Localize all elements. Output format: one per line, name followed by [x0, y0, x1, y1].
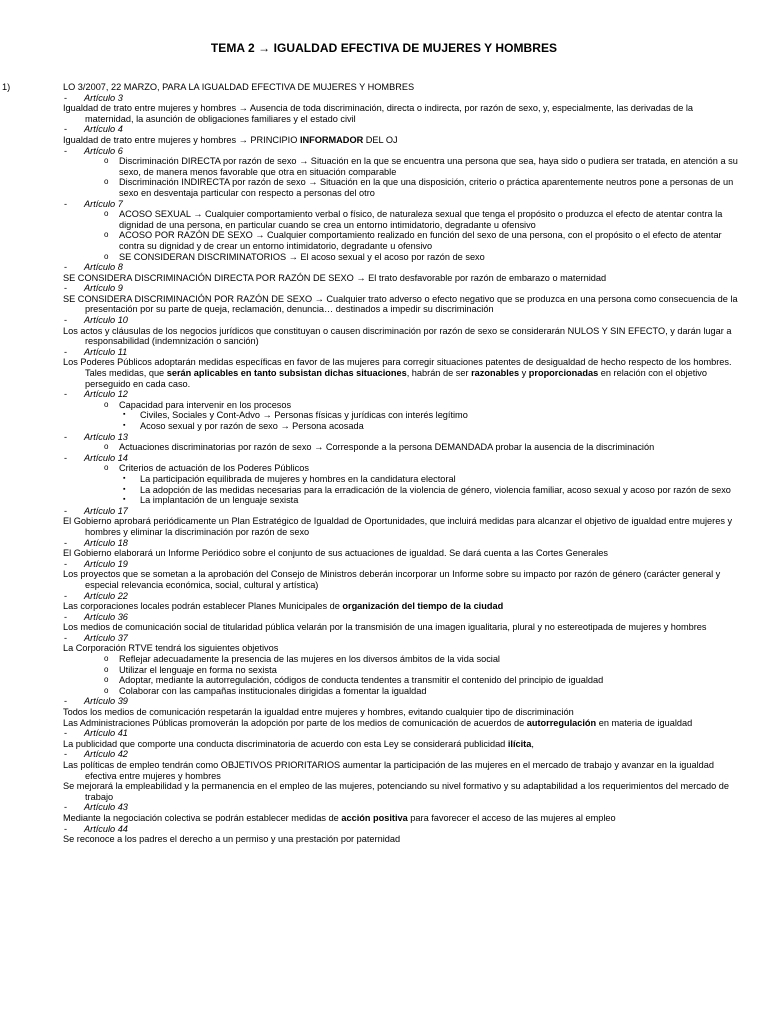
- line-text: Civiles, Sociales y Cont-Advo → Personas físicas y jurídicas con interés legítimo: [140, 410, 468, 421]
- line-text: Artículo 43: [84, 802, 128, 813]
- paragraph: [63, 718, 743, 729]
- line-text: Discriminación DIRECTA por razón de sexo → Situación en la que se encuentra una persona que sea, haya sido o pudiera ser tratada, en atención a su sexo, de manera menos favorable que otra en situación comparable: [119, 156, 738, 177]
- article-label: [63, 749, 743, 760]
- text-run: DEL OJ: [363, 134, 398, 145]
- article-label: [63, 432, 743, 443]
- article-label: [63, 612, 743, 623]
- line-text: Artículo 17: [84, 505, 128, 516]
- line-text: ACOSO POR RAZÓN DE SEXO → Cualquier comportamiento realizado en función del sexo de una persona, con el propósito o el efecto de atentar contra su dignidad y de crear un entorno intimidatorio, degradante u ofensivo: [119, 230, 722, 251]
- paragraph: [63, 103, 743, 124]
- paragraph: [63, 294, 743, 315]
- sub-bullet-item: [63, 410, 743, 421]
- bullet-item: [63, 156, 743, 177]
- text-run: Igualdad de trato entre mujeres y hombres → PRINCIPIO: [63, 134, 300, 145]
- text-run: Los Poderes Públicos adoptarán medidas específicas en favor de las mujeres para corregir situaciones patentes de desigualdad de hecho respecto de los hombres. Tales medidas, que: [63, 357, 732, 379]
- line-text: Artículo 14: [84, 452, 128, 463]
- line-text: Artículo 44: [84, 823, 128, 834]
- sub-bullet-item: [63, 421, 743, 432]
- line-text: Colaborar con las campañas institucionales dirigidas a fomentar la igualdad: [119, 685, 427, 696]
- paragraph: [63, 516, 743, 537]
- paragraph: [63, 601, 743, 612]
- bold-text: ilícita: [507, 738, 532, 749]
- line-text: Actuaciones discriminatorias por razón de sexo → Corresponde a la persona DEMANDADA probar la ausencia de la discriminación: [119, 442, 655, 453]
- bold-text: razonables: [471, 368, 520, 379]
- article-label: [63, 824, 743, 835]
- text-run: , habrán de ser: [406, 368, 472, 379]
- line-text: Artículo 7: [84, 198, 123, 209]
- line-text: Artículo 8: [84, 262, 123, 273]
- bullet-item: [63, 463, 743, 474]
- line-text: Artículo 3: [84, 92, 123, 103]
- bold-text: INFORMADOR: [299, 134, 364, 145]
- line-text: La implantación de un lenguaje sexista: [140, 495, 299, 506]
- bullet-item: [63, 665, 743, 676]
- section-heading: LO 3/2007, 22 MARZO, PARA LA IGUALDAD EFECTIVA DE MUJERES Y HOMBRES: [63, 82, 415, 92]
- article-label: [63, 146, 743, 157]
- text-run: ,: [531, 738, 534, 749]
- line-text: Artículo 9: [84, 283, 123, 294]
- paragraph: [63, 548, 743, 559]
- line-text: El Gobierno elaborará un Informe Periódico sobre el conjunto de sus actuaciones de igualdad. Se dará cuenta a las Cortes Generales: [63, 548, 608, 559]
- bold-text: autorregulación: [526, 717, 597, 728]
- bullet-item: [63, 400, 743, 411]
- line-text: Artículo 13: [84, 431, 128, 442]
- bullet-item: [63, 209, 743, 230]
- article-label: [63, 262, 743, 273]
- line-text: Artículo 42: [84, 749, 128, 760]
- sub-bullet-item: [63, 474, 743, 485]
- article-label: [63, 802, 743, 813]
- sub-bullet-item: [63, 495, 743, 506]
- article-label: [63, 347, 743, 358]
- line-text: Artículo 36: [84, 611, 128, 622]
- line-text: Capacidad para intervenir en los procesos: [119, 399, 292, 410]
- line-text: Los medios de comunicación social de titularidad pública velarán por la transmisión de una imagen igualitaria, plural y no estereotipada de mujeres y hombres: [63, 622, 707, 633]
- line-text: Artículo 22: [84, 590, 128, 601]
- line-text: SE CONSIDERA DISCRIMINACIÓN POR RAZÓN DE SEXO → Cualquier trato adverso o efecto negativo que se produzca en una persona como consecuencia de la presentación por su parte de queja, reclamación, denuncia… destinados a impedir su discriminación: [63, 293, 738, 315]
- line-text: Artículo 37: [84, 632, 128, 643]
- paragraph: [63, 273, 743, 284]
- paragraph: [63, 135, 743, 146]
- line-text: Artículo 4: [84, 124, 123, 135]
- article-label: [63, 538, 743, 549]
- document-body: [2, 82, 743, 845]
- article-label: [63, 506, 743, 517]
- bullet-item: [63, 442, 743, 453]
- article-label: [63, 389, 743, 400]
- text-run: y: [519, 368, 529, 379]
- text-run: Mediante la negociación colectiva se podrán establecer medidas de: [63, 812, 342, 823]
- line-text: Las políticas de empleo tendrán como OBJETIVOS PRIORITARIOS aumentar la participación de las mujeres en el mercado de trabajo y avanzar en la igualdad efectiva entre mujeres y hombres: [63, 760, 714, 781]
- bold-text: acción positiva: [341, 812, 408, 823]
- text-run: Las corporaciones locales podrán establecer Planes Municipales de: [63, 601, 343, 612]
- line-text: Criterios de actuación de los Poderes Públicos: [119, 463, 309, 474]
- line-text: Todos los medios de comunicación respetarán la igualdad entre mujeres y hombres, evitando cualquier tipo de discriminación: [63, 707, 574, 718]
- line-text: Reflejar adecuadamente la presencia de las mujeres en los diversos ámbitos de la vida social: [119, 654, 500, 665]
- bullet-item: [63, 252, 743, 263]
- line-text: Los actos y cláusulas de los negocios jurídicos que constituyan o causen discriminación por razón de sexo se considerarán NULOS Y SIN EFECTO, y darán lugar a responsabilidad (indemnización o sanción): [63, 325, 732, 347]
- line-text: Artículo 10: [84, 315, 128, 326]
- line-text: Se reconoce a los padres el derecho a un permiso y una prestación por paternidad: [63, 834, 401, 845]
- paragraph: [63, 707, 743, 718]
- line-text: Acoso sexual y por razón de sexo → Persona acosada: [140, 421, 364, 431]
- line-text: Artículo 41: [84, 728, 128, 739]
- section-number: 1): [2, 82, 11, 92]
- section-heading-line: [2, 82, 743, 93]
- text-run: en relación con el objetivo perseguido en cada caso.: [85, 368, 707, 389]
- article-label: [63, 633, 743, 644]
- bold-text: serán aplicables en tanto subsistan dichas situaciones: [166, 368, 407, 379]
- text-run: para favorecer el acceso de las mujeres al empleo: [407, 812, 616, 823]
- line-text: Igualdad de trato entre mujeres y hombres → Ausencia de toda discriminación, directa o indirecta, por razón de sexo, y, especialmente, las derivadas de la maternidad, la asunción de obligaciones familiares y el estado civil: [63, 103, 694, 124]
- line-text: SE CONSIDERA DISCRIMINACIÓN DIRECTA POR RAZÓN DE SEXO → El trato desfavorable por razón de embarazo o maternidad: [63, 272, 607, 283]
- bullet-item: [63, 686, 743, 697]
- line-text: Los proyectos que se sometan a la aprobación del Consejo de Ministros deberán incorporar un Informe sobre su impacto por razón de género (carácter general y especial relevancia económica, social, cultural y artística): [63, 569, 721, 590]
- line-text: Artículo 18: [84, 537, 128, 548]
- paragraph: [63, 834, 743, 845]
- article-label: [63, 696, 743, 707]
- line-text: ACOSO SEXUAL → Cualquier comportamiento verbal o físico, de naturaleza sexual que tenga el propósito o produzca el efecto de atentar contra la dignidad de una persona, en particular cuando se crea un entorno intimidatorio, degradante u ofensivo: [119, 209, 723, 230]
- line-text: SE CONSIDERAN DISCRIMINATORIOS → El acoso sexual y el acoso por razón de sexo: [119, 251, 485, 262]
- line-text: Adoptar, mediante la autorregulación, códigos de conducta tendentes a transmitir el contenido del principio de igualdad: [119, 675, 604, 686]
- line-text: El Gobierno aprobará periódicamente un Plan Estratégico de Igualdad de Oportunidades, que incluirá medidas para alcanzar el objetivo de igualdad entre mujeres y hombres y eliminar la discriminación por razón de sexo: [63, 516, 733, 537]
- article-label: [63, 93, 743, 104]
- page-title: TEMA 2 → IGUALDAD EFECTIVA DE MUJERES Y HOMBRES: [210, 41, 558, 55]
- paragraph: [63, 569, 743, 590]
- line-text: Artículo 6: [84, 145, 123, 156]
- text-run: Las Administraciones Públicas promoverán la adopción por parte de los medios de comunicación de acuerdos de: [63, 717, 527, 728]
- sub-bullet-item: [63, 485, 743, 496]
- bullet-item: [63, 654, 743, 665]
- text-run: en materia de igualdad: [596, 717, 693, 728]
- paragraph: [63, 813, 743, 824]
- bold-text: organización del tiempo de la ciudad: [342, 601, 504, 612]
- bullet-item: [63, 230, 743, 251]
- paragraph: [63, 326, 743, 347]
- article-label: [63, 591, 743, 602]
- article-label: [63, 199, 743, 210]
- line-text: Se mejorará la empleabilidad y la permanencia en el empleo de las mujeres, potenciando su nivel formativo y su adaptabilidad a los requerimientos del mercado de trabajo: [63, 781, 729, 802]
- article-label: [63, 315, 743, 326]
- article-label: [63, 728, 743, 739]
- line-text: La adopción de las medidas necesarias para la erradicación de la violencia de género, violencia familiar, acoso sexual y acoso por razón de sexo: [140, 484, 731, 495]
- line-text: La Corporación RTVE tendrá los siguientes objetivos: [63, 643, 279, 654]
- line-text: La participación equilibrada de mujeres y hombres en la candidatura electoral: [140, 473, 456, 484]
- article-label: [63, 453, 743, 464]
- article-label: [63, 559, 743, 570]
- line-text: Utilizar el lenguaje en forma no sexista: [119, 664, 277, 675]
- bold-text: proporcionadas: [528, 368, 599, 379]
- paragraph: [63, 781, 743, 802]
- paragraph: [63, 739, 743, 750]
- bullet-item: [63, 177, 743, 198]
- text-run: La publicidad que comporte una conducta discriminatoria de acuerdo con esta Ley se considerará publicidad: [63, 738, 508, 749]
- paragraph: [63, 760, 743, 781]
- bullet-item: [63, 675, 743, 686]
- paragraph: [63, 357, 743, 389]
- paragraph: [63, 622, 743, 633]
- line-text: Artículo 12: [84, 389, 128, 400]
- line-text: Artículo 11: [84, 346, 128, 357]
- paragraph: [63, 643, 743, 654]
- article-label: [63, 124, 743, 135]
- line-text: Artículo 39: [84, 696, 128, 707]
- article-label: [63, 283, 743, 294]
- line-text: Discriminación INDIRECTA por razón de sexo → Situación en la que una disposición, criterio o práctica aparentemente neutros pone a personas de un sexo en desventaja particular con respecto a personas del otro: [119, 177, 734, 198]
- line-text: Artículo 19: [84, 558, 128, 569]
